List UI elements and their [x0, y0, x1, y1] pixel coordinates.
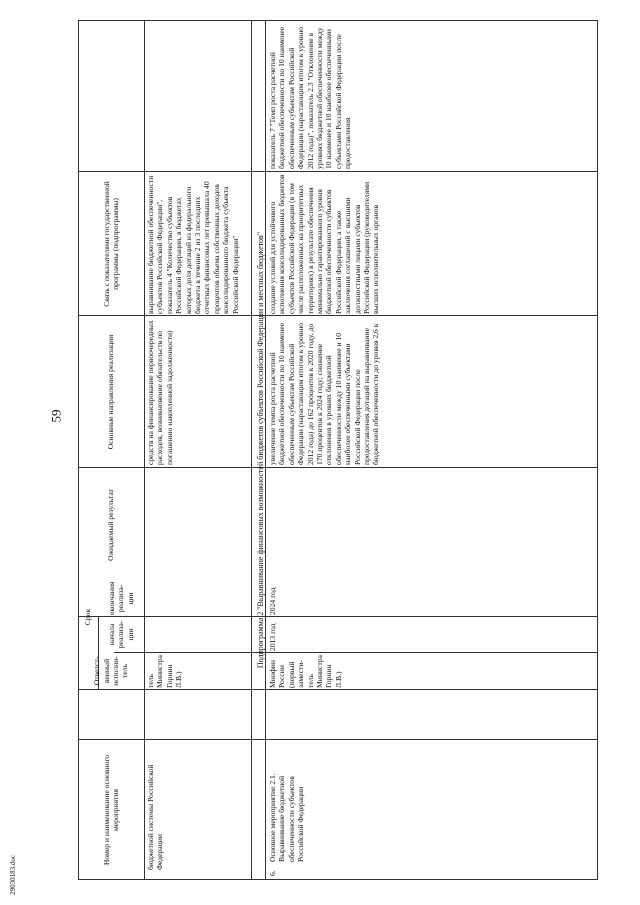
- program-table: [78, 20, 598, 880]
- main-directions: создание условий для устойчивого исполнения консолидированных бюджетов субъектов Российской Федерации (в том числе расположенных на приоритетных территориях) в результате обеспечения минимально гарантированного уровня бюджетной обеспеченности субъектов Российской Федерации, а также заключения соглашений с высшими должностными лицами субъектов Российской Федерации (руководителями высших исполнительных органов: [268, 174, 381, 314]
- header-term-end: окончания реализа-ции: [106, 582, 135, 615]
- subprogram-title: Подпрограмма 2 "Выравнивание финансовых возможностей бюджетов субъектов Российской Федерации и местных бюджетов": [256, 231, 265, 669]
- header-indicators: Связь с показателями государственной программы (подпрограммы): [101, 181, 120, 307]
- expected-result: увеличение темпа роста расчетной бюджетной обеспеченности по 10 наименее обеспеченным субъектам Российской Федерации (нарастающим итогом к уровню 2012 года) до 162 процентов к 2020 году, до 170 процентов к 2024 году; снижение отклонения в уровнях бюджетной обеспеченности между 10 наименее и 10 наиболее обеспеченными субъектами Российской Федерации после предоставления дотаций на выравнивание бюджетной обеспеченности до уровня 2,6 к: [268, 322, 381, 465]
- page-number: 59: [48, 409, 63, 423]
- header-term: Срок: [83, 608, 93, 626]
- file-name: 29030183.doc: [9, 855, 18, 895]
- end-year: 2024 год: [268, 587, 277, 615]
- activity-name: Основное мероприятие 2.1. Выравнивание бюджетной обеспеченности субъектов Российской Федерации: [268, 773, 306, 862]
- row-number: 6.: [268, 870, 277, 876]
- start-year: 2013 год: [268, 623, 277, 651]
- header-term-start: начала реализа-ции: [106, 620, 135, 649]
- header-result: Ожидаемый результат: [106, 489, 116, 561]
- header-directions: Основные направления реализации: [106, 334, 116, 450]
- cont-activity-name: бюджетной системы Российской Федерации: [146, 764, 165, 870]
- responsible-executor: Минфин России (первый замести-тель Министра Горнин Л.В.): [268, 655, 343, 688]
- header-activity: Номер и наименование основного мероприятия: [101, 754, 120, 866]
- cont-indicators: выравнивание бюджетной обеспеченности субъектов Российской Федерации", показатель 4 "Количество субъектов Российской Федерации, в бюджетах которых доля дотаций из федерального бюджета в течение 2 из 3 последних отчетных финансовых лет превышала 40 процентов объема собственных доходов консолидированного бюджета субъекта Российской Федерации": [146, 175, 240, 314]
- program-indicators: показатель 7 "Темп роста расчетной бюджетной обеспеченности по 10 наименее обеспеченным субъектам Российской Федерации (нарастающим итогом к уровню 2012 года)", показатель 2.3 "Отклонение в уровнях бюджетной обеспеченности между 10 наименее и 10 наиболее обеспеченными субъектами Российской Федерации после предоставления: [268, 26, 353, 169]
- cont-responsible: тель Министра Горнин Л.В.): [146, 655, 184, 688]
- header-responsible: Ответст-венный исполни-тель: [92, 656, 130, 686]
- cont-result: средств на финансирование первоочередных расходов, возникновение обязательств по погашению накопленной задолженности): [146, 320, 174, 465]
